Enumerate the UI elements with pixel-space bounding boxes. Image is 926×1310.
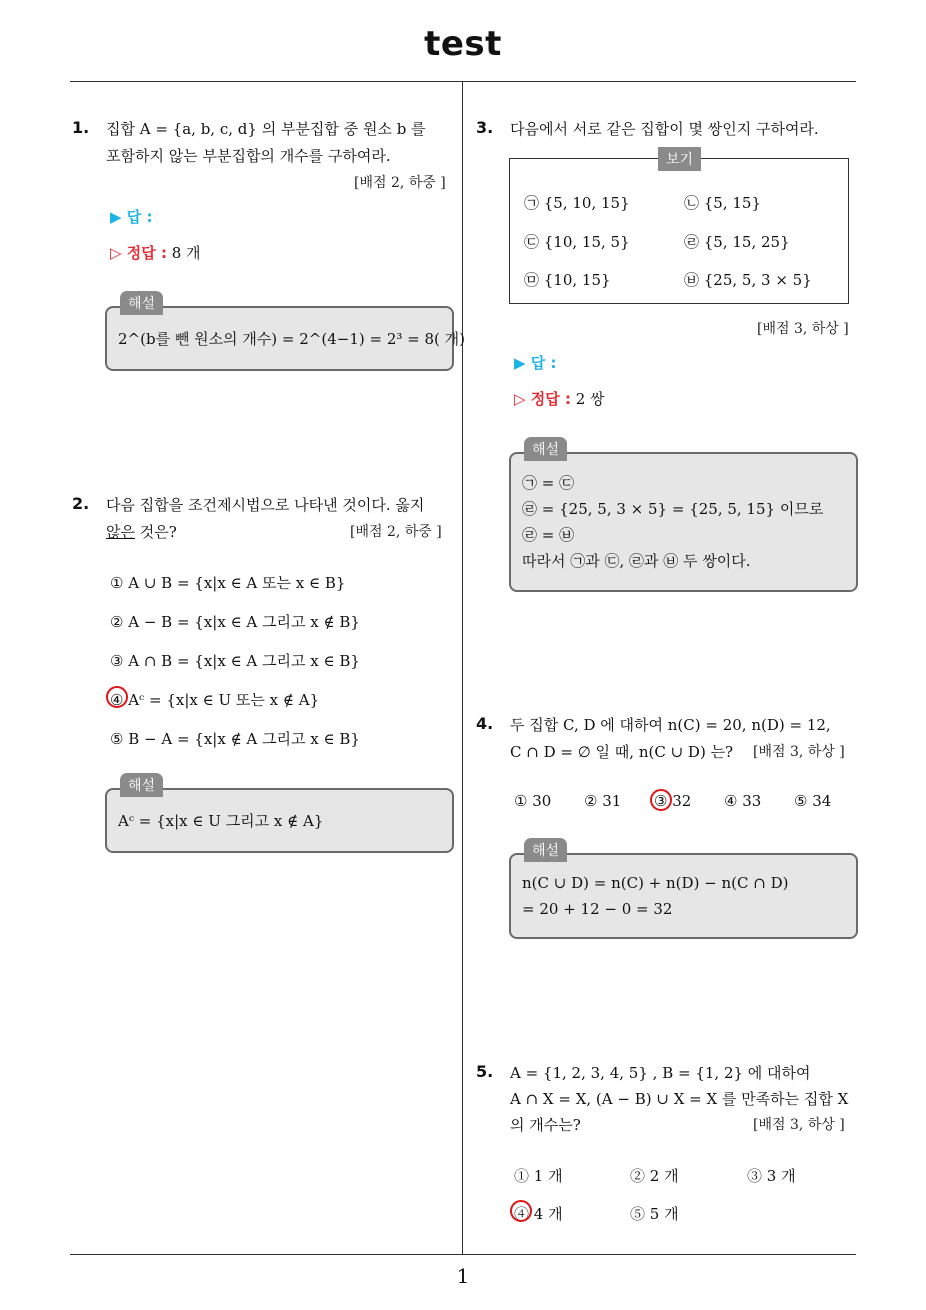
q1-score: [배점 2, 하중 ] [354, 175, 446, 191]
q4-score: [배점 3, 하상 ] [753, 744, 845, 760]
q3-correct-label: ▷ 정답 : [514, 390, 571, 408]
q4-answer-mark-icon [650, 789, 672, 811]
q3-bogi-item-1: ㉠ {5, 10, 15} [524, 194, 630, 212]
q4-solution-box [509, 853, 858, 939]
q1-answer-label: ▶ 답 : [110, 208, 153, 226]
q3-text-line1: 다음에서 서로 같은 집합이 몇 쌍인지 구하여라. [510, 120, 819, 138]
q4-text-line2: C ∩ D = ∅ 일 때, n(C ∪ D) 는? [510, 743, 734, 761]
q3-number: 3. [476, 118, 494, 137]
q4-solution-line1: n(C ∪ D) = n(C) + n(D) − n(C ∩ D) [522, 874, 789, 892]
q5-option-3[interactable]: ③ 3 개 [747, 1167, 796, 1185]
q2-text-line2-rest: 것은? [134, 523, 177, 541]
q4-text-line1: 두 집합 C, D 에 대하여 n(C) = 20, n(D) = 12, [510, 716, 831, 734]
q3-bogi-item-3: ㉢ {10, 15, 5} [524, 233, 630, 251]
q2-solution-line1: Aᶜ = {x|x ∈ U 그리고 x ∉ A} [118, 812, 324, 830]
q1-solution-tag: 해설 [120, 291, 163, 315]
q2-text-line2 [106, 521, 177, 542]
q1-solution-line1: 2^(b를 뺀 원소의 개수) = 2^(4−1) = 2³ = 8( 개) [118, 330, 465, 348]
column-divider [462, 82, 463, 1254]
q1-correct-value: 8 개 [171, 244, 201, 262]
q5-option-2[interactable]: ② 2 개 [630, 1167, 679, 1185]
q4-solution-line2: = 20 + 12 − 0 = 32 [522, 900, 673, 918]
q4-option-1[interactable]: ① 30 [514, 792, 552, 810]
q2-text-line1: 다음 집합을 조건제시법으로 나타낸 것이다. 옳지 [106, 496, 425, 514]
q3-bogi-item-2: ㉡ {5, 15} [684, 194, 762, 212]
q1-text-line1: 집합 A = {a, b, c, d} 의 부분집합 중 원소 b 를 [106, 120, 426, 138]
bottom-rule [70, 1254, 856, 1255]
q2-solution-tag: 해설 [120, 773, 163, 797]
q4-solution-tag: 해설 [524, 838, 567, 862]
q4-option-3[interactable]: ③ 32 [654, 792, 692, 810]
q5-text-line1: A = {1, 2, 3, 4, 5} , B = {1, 2} 에 대하여 [510, 1064, 811, 1082]
q3-bogi-item-5: ㉤ {10, 15} [524, 271, 611, 289]
top-rule [70, 81, 856, 82]
q5-number: 5. [476, 1062, 494, 1081]
q3-bogi-tag: 보기 [658, 147, 701, 171]
q5-option-5[interactable]: ⑤ 5 개 [630, 1205, 679, 1223]
q1-number: 1. [72, 118, 90, 137]
page-number: 1 [456, 1264, 470, 1288]
q5-option-4[interactable]: ④ 4 개 [514, 1205, 563, 1223]
q4-option-4[interactable]: ④ 33 [724, 792, 762, 810]
q3-bogi-item-4: ㉣ {5, 15, 25} [684, 233, 790, 251]
q4-number: 4. [476, 714, 494, 733]
q2-option-5[interactable]: ⑤ B − A = {x|x ∉ A 그리고 x ∈ B} [110, 730, 360, 748]
q2-number: 2. [72, 494, 90, 513]
q5-text-line2: A ∩ X = X, (A − B) ∪ X = X 를 만족하는 집합 X [510, 1090, 849, 1108]
q3-answer-label: ▶ 답 : [514, 354, 557, 372]
q5-score: [배점 3, 하상 ] [753, 1117, 845, 1133]
q2-option-4[interactable]: ④ Aᶜ = {x|x ∈ U 또는 x ∉ A} [110, 691, 320, 709]
q5-option-1[interactable]: ① 1 개 [514, 1167, 563, 1185]
q3-bogi-item-6: ㉥ {25, 5, 3 × 5} [684, 271, 812, 289]
q3-correct-answer [514, 388, 605, 409]
q4-option-2[interactable]: ② 31 [584, 792, 622, 810]
q1-correct-answer [110, 242, 201, 263]
q3-solution-line1: ㉠ = ㉢ [522, 474, 575, 492]
page-title: test [424, 24, 502, 64]
q4-option-5[interactable]: ⑤ 34 [794, 792, 832, 810]
q2-underlined-word: 않은 [106, 523, 135, 541]
q3-solution-line4: 따라서 ㉠과 ㉢, ㉣과 ㉥ 두 쌍이다. [522, 552, 751, 570]
q2-option-2[interactable]: ② A − B = {x|x ∈ A 그리고 x ∉ B} [110, 613, 360, 631]
q3-solution-line3: ㉣ = ㉥ [522, 526, 575, 544]
q2-option-3[interactable]: ③ A ∩ B = {x|x ∈ A 그리고 x ∈ B} [110, 652, 360, 670]
q5-answer-mark-icon [510, 1200, 532, 1222]
q2-answer-mark-icon [106, 686, 128, 708]
q3-solution-line2: ㉣ = {25, 5, 3 × 5} = {25, 5, 15} 이므로 [522, 500, 824, 518]
q3-score: [배점 3, 하상 ] [757, 321, 849, 337]
q3-solution-tag: 해설 [524, 437, 567, 461]
q1-text-line2: 포함하지 않는 부분집합의 개수를 구하여라. [106, 147, 391, 165]
q5-text-line3: 의 개수는? [510, 1116, 581, 1134]
q2-score: [배점 2, 하중 ] [350, 524, 442, 540]
q1-correct-label: ▷ 정답 : [110, 244, 167, 262]
q2-option-1[interactable]: ① A ∪ B = {x|x ∈ A 또는 x ∈ B} [110, 574, 346, 592]
q3-correct-value: 2 쌍 [575, 390, 605, 408]
